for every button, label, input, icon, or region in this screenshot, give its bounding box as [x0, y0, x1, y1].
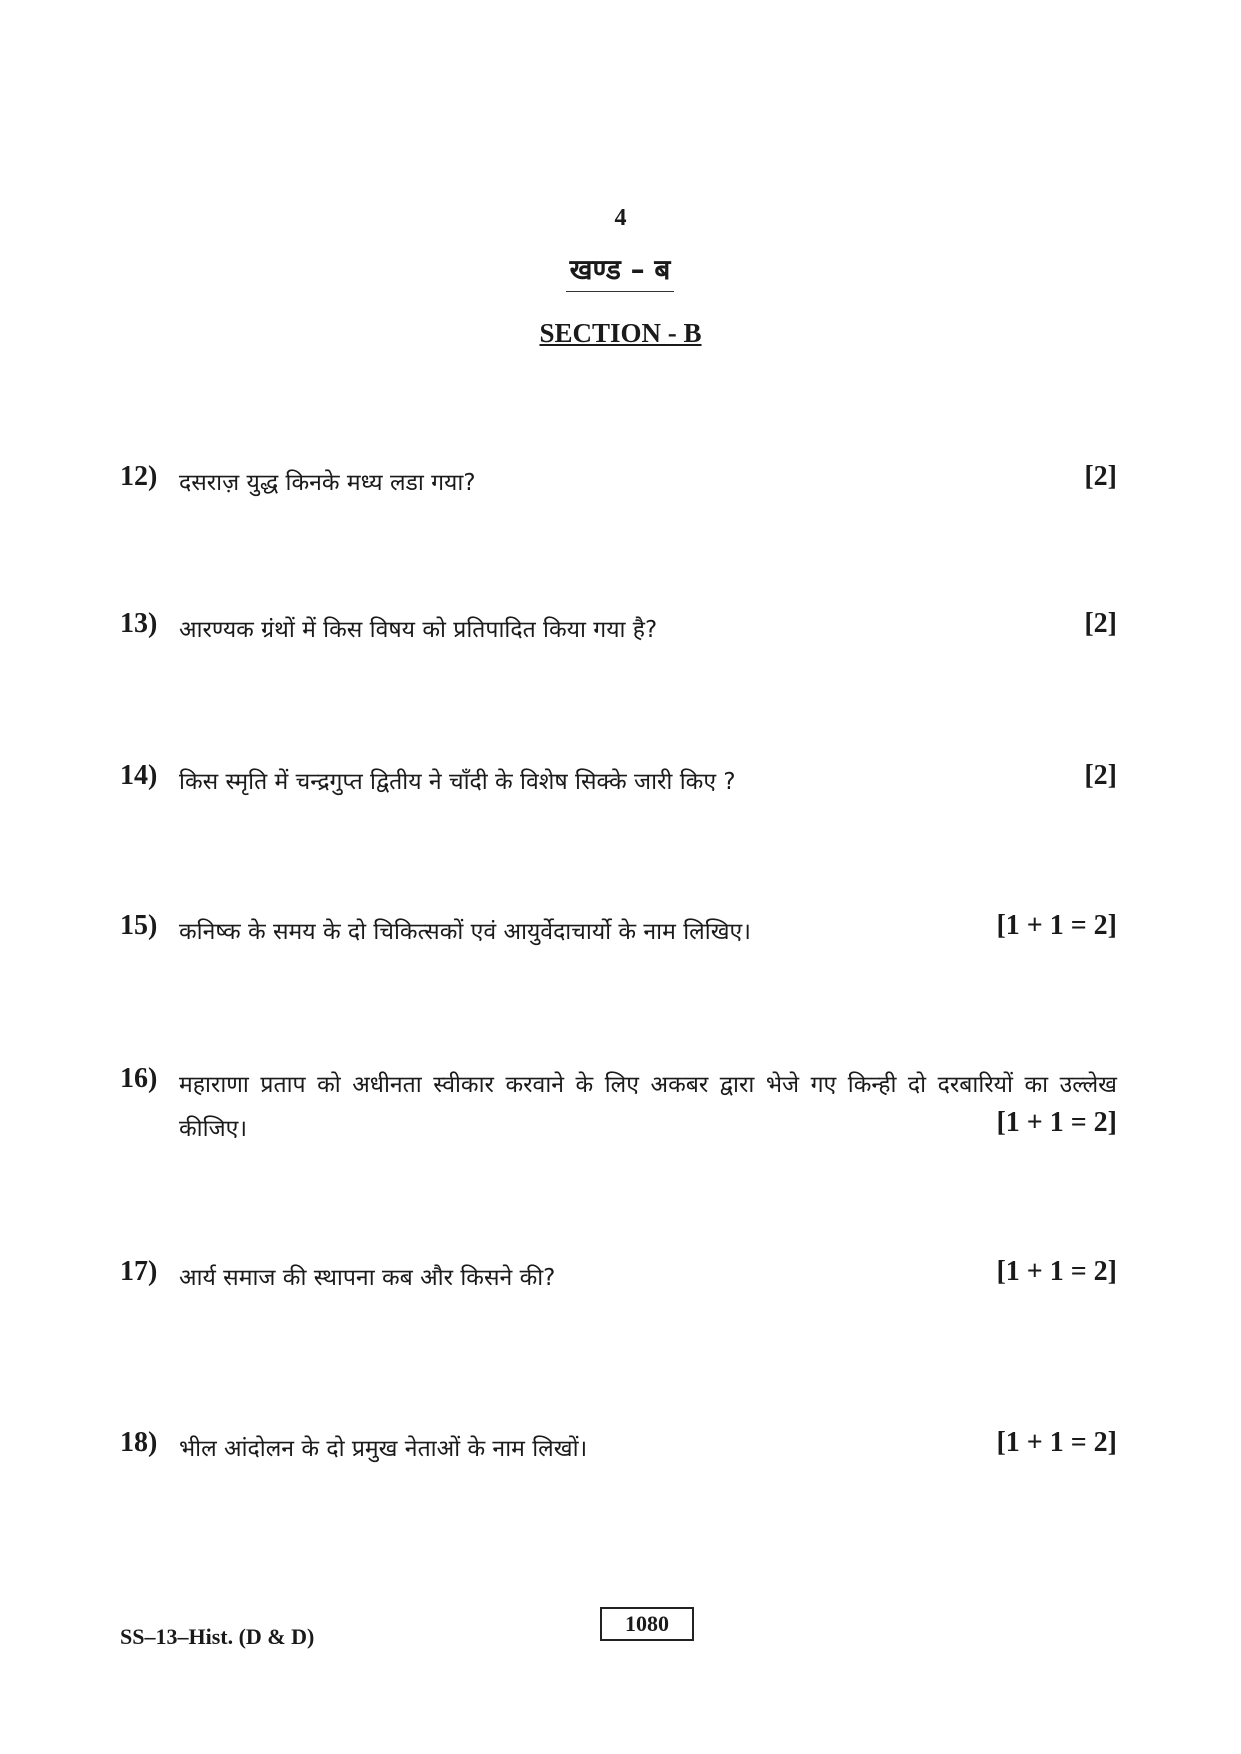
paper-code: SS–13–Hist. (D & D) [120, 1624, 315, 1649]
question-text: आरण्यक ग्रंथों में किस विषय को प्रतिपादित किया गया है? [179, 617, 658, 643]
question-marks: [1 + 1 = 2] [996, 1107, 1117, 1138]
question-number: 17) [120, 1256, 158, 1287]
question-marks: [2] [1084, 760, 1117, 791]
question-marks: [1 + 1 = 2] [996, 1427, 1117, 1458]
question-text: भील आंदोलन के दो प्रमुख नेताओं के नाम लिखों। [179, 1436, 588, 1462]
hindi-section-heading: खण्ड – ब [569, 253, 671, 286]
question-number: 14) [120, 760, 158, 791]
section-title: SECTION - B [539, 318, 702, 348]
question-number: 12) [120, 461, 158, 492]
question-text-continuation: कीजिए। [179, 1116, 248, 1142]
question-text: महाराणा प्रताप को अधीनता स्वीकार करवाने के लिए अकबर द्वारा भेजे गए किन्ही दो दरबारियों का उल्लेख [179, 1072, 1117, 1098]
question-text: कनिष्क के समय के दो चिकित्सकों एवं आयुर्वेदाचार्यो के नाम लिखिए। [179, 919, 751, 945]
question-text: दसराज़ युद्ध किनके मध्य लडा गया? [179, 470, 476, 496]
question-text: आर्य समाज की स्थापना कब और किसने की? [179, 1265, 556, 1291]
question-number: 16) [120, 1063, 158, 1094]
question-marks: [1 + 1 = 2] [996, 1256, 1117, 1287]
question-number: 15) [120, 910, 158, 941]
question-number: 18) [120, 1427, 158, 1458]
question-number: 13) [120, 608, 158, 639]
question-marks: [2] [1084, 461, 1117, 492]
page-number: 4 [614, 205, 627, 231]
question-marks: [2] [1084, 608, 1117, 639]
question-marks: [1 + 1 = 2] [996, 910, 1117, 941]
serial-number-box: 1080 [600, 1607, 694, 1641]
heading-underline [566, 291, 674, 292]
question-text: किस स्मृति में चन्द्रगुप्त द्वितीय ने चाँदी के विशेष सिक्के जारी किए ? [179, 769, 736, 795]
